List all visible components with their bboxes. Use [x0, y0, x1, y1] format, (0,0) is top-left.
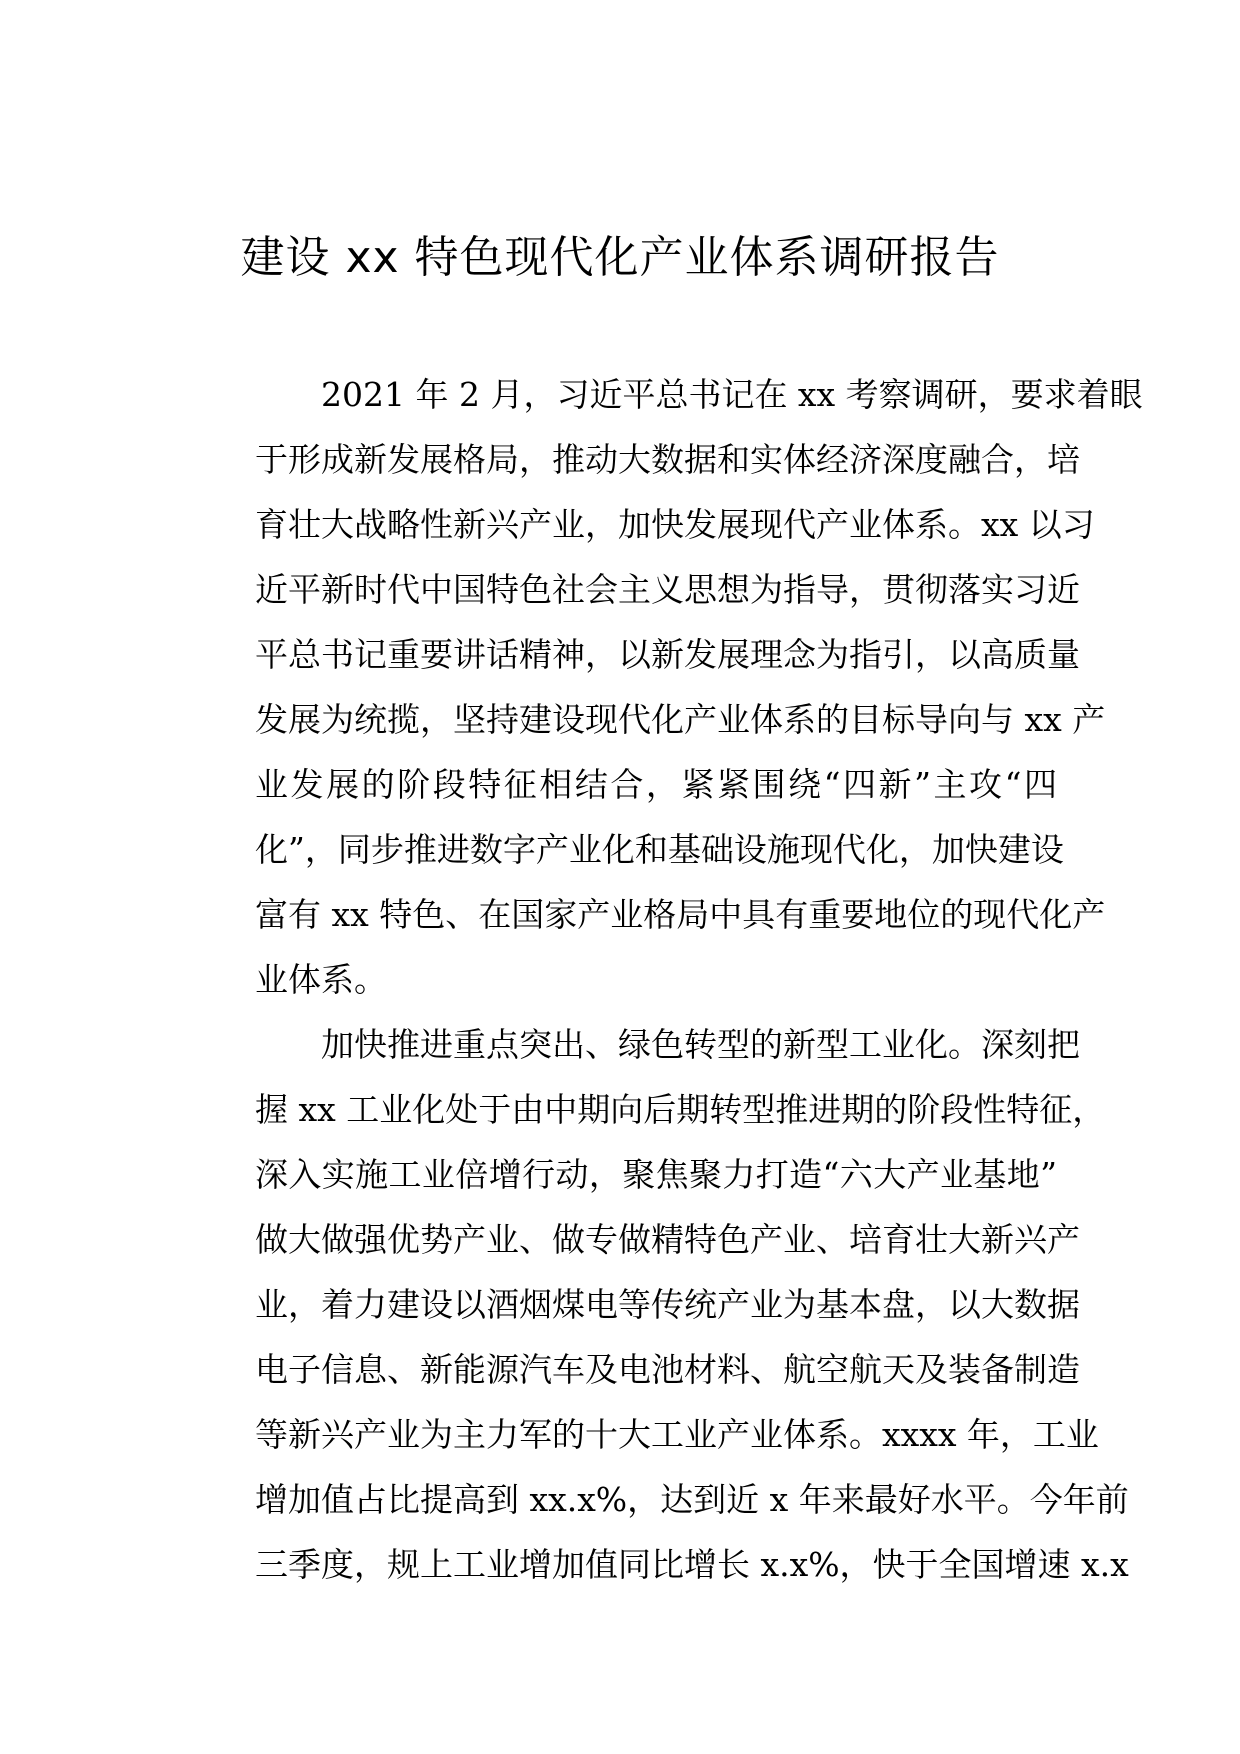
paragraph-2-line-7: 等新兴产业为主力军的十大工业产业体系。xxxx 年，工业	[255, 1415, 1099, 1454]
paragraph-1	[189, 362, 1143, 1012]
paragraph-1-line-10: 业体系。	[255, 960, 387, 999]
paragraph-1-line-8: 化”，同步推进数字产业化和基础设施现代化，加快建设	[255, 830, 1064, 869]
document-body	[189, 362, 1143, 1597]
paragraph-1-line-3: 育壮大战略性新兴产业，加快发展现代产业体系。xx 以习	[255, 505, 1095, 544]
paragraph-1-line-1: 2021 年 2 月，习近平总书记在 xx 考察调研，要求着眼	[321, 375, 1143, 414]
paragraph-2-line-3: 深入实施工业倍增行动，聚焦聚力打造“六大产业基地”	[255, 1155, 1057, 1194]
paragraph-1-line-9: 富有 xx 特色、在国家产业格局中具有重要地位的现代化产	[255, 895, 1106, 934]
paragraph-2	[189, 1012, 1129, 1597]
paragraph-2-line-9: 三季度，规上工业增加值同比增长 x.x%，快于全国增速 x.x	[255, 1545, 1129, 1584]
paragraph-2-line-2: 握 xx 工业化处于由中期向后期转型推进期的阶段性特征，	[255, 1090, 1106, 1129]
paragraph-2-line-1: 加快推进重点突出、绿色转型的新型工业化。深刻把	[321, 1025, 1080, 1064]
paragraph-2-line-4: 做大做强优势产业、做专做精特色产业、培育壮大新兴产	[255, 1220, 1080, 1259]
paragraph-1-line-7: 业发展的阶段特征相结合，紧紧围绕“四新”主攻“四	[255, 765, 1057, 804]
paragraph-2-line-8: 增加值占比提高到 xx.x%，达到近 x 年来最好水平。今年前	[255, 1480, 1129, 1519]
paragraph-1-line-5: 平总书记重要讲话精神，以新发展理念为指引，以高质量	[255, 635, 1080, 674]
paragraph-2-line-6: 电子信息、新能源汽车及电池材料、航空航天及装备制造	[255, 1350, 1080, 1389]
document-title: 建设 xx 特色现代化产业体系调研报告	[240, 232, 1000, 283]
paragraph-2-line-5: 业，着力建设以酒烟煤电等传统产业为基本盘，以大数据	[255, 1285, 1080, 1324]
paragraph-1-line-2: 于形成新发展格局，推动大数据和实体经济深度融合，培	[255, 440, 1080, 479]
paragraph-1-line-6: 发展为统揽，坚持建设现代化产业体系的目标导向与 xx 产	[255, 700, 1106, 739]
paragraph-1-line-4: 近平新时代中国特色社会主义思想为指导，贯彻落实习近	[255, 570, 1080, 609]
